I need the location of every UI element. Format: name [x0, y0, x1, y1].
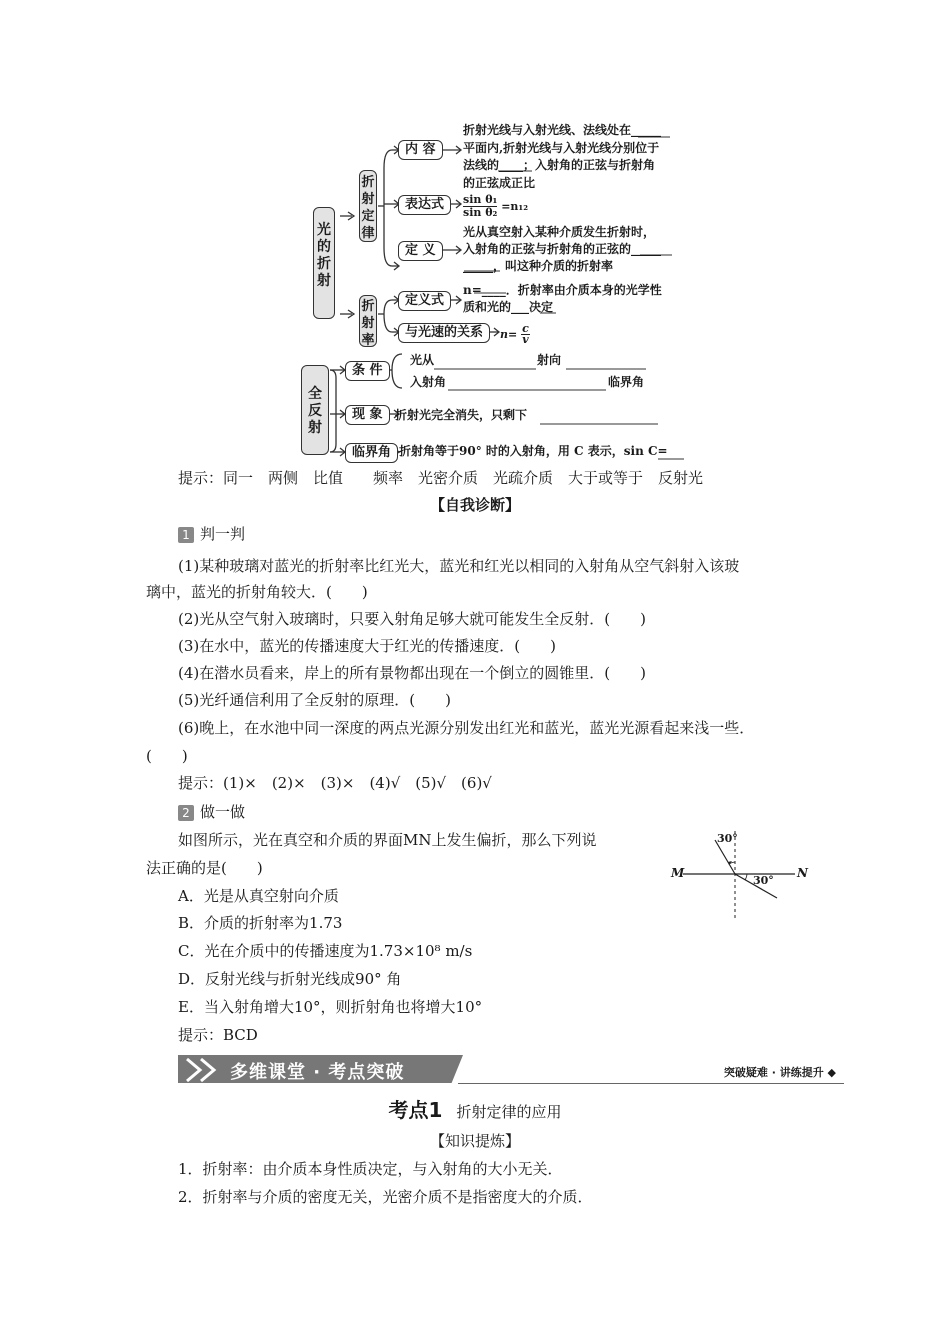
formula-label: 表达式	[398, 195, 451, 215]
judge-item-6a: (6)晚上，在水池中同一深度的两点光源分别发出红光和蓝光，蓝光光源看起来浅一些．	[178, 719, 755, 737]
def-line-1: n=____．折射率由介质本身的光学性	[463, 283, 662, 297]
definition-label: 定 义	[398, 241, 443, 261]
judge-item-5: (5)光纤通信利用了全反射的原理．( )	[178, 691, 451, 709]
formula-numerator: sin θ₁	[463, 193, 498, 206]
speed-formula-num: c	[522, 322, 529, 335]
refractive-index-box	[359, 295, 377, 347]
total-reflection-label: 全反射	[308, 386, 322, 436]
hint-answers: 提示：同一 两侧 比值 频率 光密介质 光疏介质 大于或等于 反射光	[178, 469, 704, 487]
critical-angle-text: 折射角等于90° 时的入射角，用 C 表示，sin C=	[399, 444, 668, 458]
phenomenon-label: 现 象	[345, 405, 390, 425]
judge-item-3: (3)在水中，蓝光的传播速度大于红光的传播速度．( )	[178, 637, 556, 655]
formula-rhs: =n₁₂	[501, 200, 529, 213]
phenomenon-text: 折射光完全消失，只剩下	[395, 408, 528, 422]
figure-angle-top: 30°	[717, 832, 738, 845]
option-b: B．介质的折射率为1.73	[178, 914, 343, 932]
self-diagnosis-title: 【自我诊断】	[429, 496, 520, 514]
section-banner	[178, 1053, 844, 1085]
speed-formula-lhs: n=	[500, 328, 518, 341]
kaodian-subtitle: 折射定律的应用	[456, 1103, 562, 1121]
definition-line-2: 入射角的正弦与折射角的正弦的_____	[463, 242, 662, 256]
banner-title: 多维课堂 · 考点突破	[230, 1062, 405, 1083]
section1-title: 判一判	[200, 525, 246, 543]
banner-subtitle: 突破疑难 · 讲练提升 ◆	[723, 1066, 836, 1079]
formula	[463, 194, 528, 219]
judge-item-4: (4)在潜水员看来，岸上的所有景物都出现在一个倒立的圆锥里．( )	[178, 664, 646, 682]
root-box	[313, 207, 335, 319]
refraction-law-box	[359, 170, 377, 242]
section2-answer: 提示：BCD	[178, 1026, 258, 1044]
question-line-1: 如图所示，光在真空和介质的界面MN上发生偏折，那么下列说	[178, 831, 597, 849]
section1-number: 1	[178, 527, 194, 543]
content-label: 内 容	[398, 140, 443, 160]
content-line-4: 的正弦成正比	[463, 176, 536, 190]
condition-line-2b: 临界角	[608, 375, 645, 389]
option-c: C．光在介质中的传播速度为1.73×10⁸ m/s	[178, 942, 473, 960]
point-1: 1．折射率：由介质本身性质决定，与入射角的大小无关．	[178, 1160, 563, 1178]
kaodian-heading	[0, 1094, 950, 1123]
judge-item-1b: 璃中，蓝光的折射角较大．( )	[146, 583, 368, 601]
judge-item-6b: ( )	[146, 747, 188, 765]
banner-rule	[458, 1083, 844, 1084]
content-line-3: 法线的____；入射角的正弦与折射角	[463, 158, 656, 172]
point-2: 2．折射率与介质的密度无关，光密介质不是指密度大的介质．	[178, 1188, 593, 1206]
definition-line-3: _____，叫这种介质的折射率	[463, 259, 614, 273]
section2-heading	[178, 801, 245, 822]
speed-formula	[500, 324, 530, 345]
refractive-index-label: 折射率	[361, 299, 375, 348]
option-a: A．光是从真空射向介质	[178, 887, 339, 905]
def-line-2: 质和光的___决定	[463, 300, 554, 314]
definition-line-1: 光从真空射入某种介质发生折射时，	[463, 225, 656, 239]
figure-angle-bottom: 30°	[753, 874, 774, 887]
kaodian-title: 考点1	[388, 1098, 443, 1122]
content-line-2: 平面内,折射光线与入射光线分别位于	[463, 141, 660, 155]
judge-item-2: (2)光从空气射入玻璃时，只要入射角足够大就可能发生全反射．( )	[178, 610, 646, 628]
double-chevron-icon	[184, 1057, 228, 1083]
critical-angle-label: 临界角	[345, 443, 398, 463]
refraction-figure	[665, 826, 815, 921]
formula-denominator: sin θ₂	[463, 206, 498, 219]
refraction-law-label: 折射定律	[361, 175, 375, 241]
section1-answer: 提示：(1)× (2)× (3)× (4)√ (5)√ (6)√	[178, 774, 492, 792]
section1-heading	[178, 523, 245, 544]
option-d: D．反射光线与折射光线成90° 角	[178, 970, 402, 988]
speed-relation-label: 与光速的关系	[398, 323, 490, 343]
knowledge-tag: 【知识提炼】	[429, 1132, 520, 1150]
condition-label: 条 件	[345, 361, 390, 381]
refraction-figure-svg	[665, 826, 815, 921]
speed-formula-den: v	[522, 333, 529, 346]
condition-line-2a: 入射角	[410, 375, 447, 389]
condition-line-1a: 光从	[410, 353, 435, 367]
section2-title: 做一做	[200, 803, 246, 821]
root-label: 光的折射	[317, 222, 331, 289]
content-line-1: 折射光线与入射光线、法线处在_____	[463, 123, 662, 137]
option-e: E．当入射角增大10°，则折射角也将增大10°	[178, 998, 483, 1016]
section2-number: 2	[178, 805, 194, 821]
total-reflection-box	[301, 365, 329, 455]
condition-line-1b: 射向	[537, 353, 562, 367]
figure-label-n: N	[797, 866, 808, 880]
judge-item-1a: (1)某种玻璃对蓝光的折射率比红光大，蓝光和红光以相同的入射角从空气斜射入该玻	[178, 557, 740, 575]
question-line-2: 法正确的是( )	[146, 859, 263, 877]
figure-label-m: M	[671, 866, 685, 880]
def-formula-label: 定义式	[398, 291, 451, 311]
